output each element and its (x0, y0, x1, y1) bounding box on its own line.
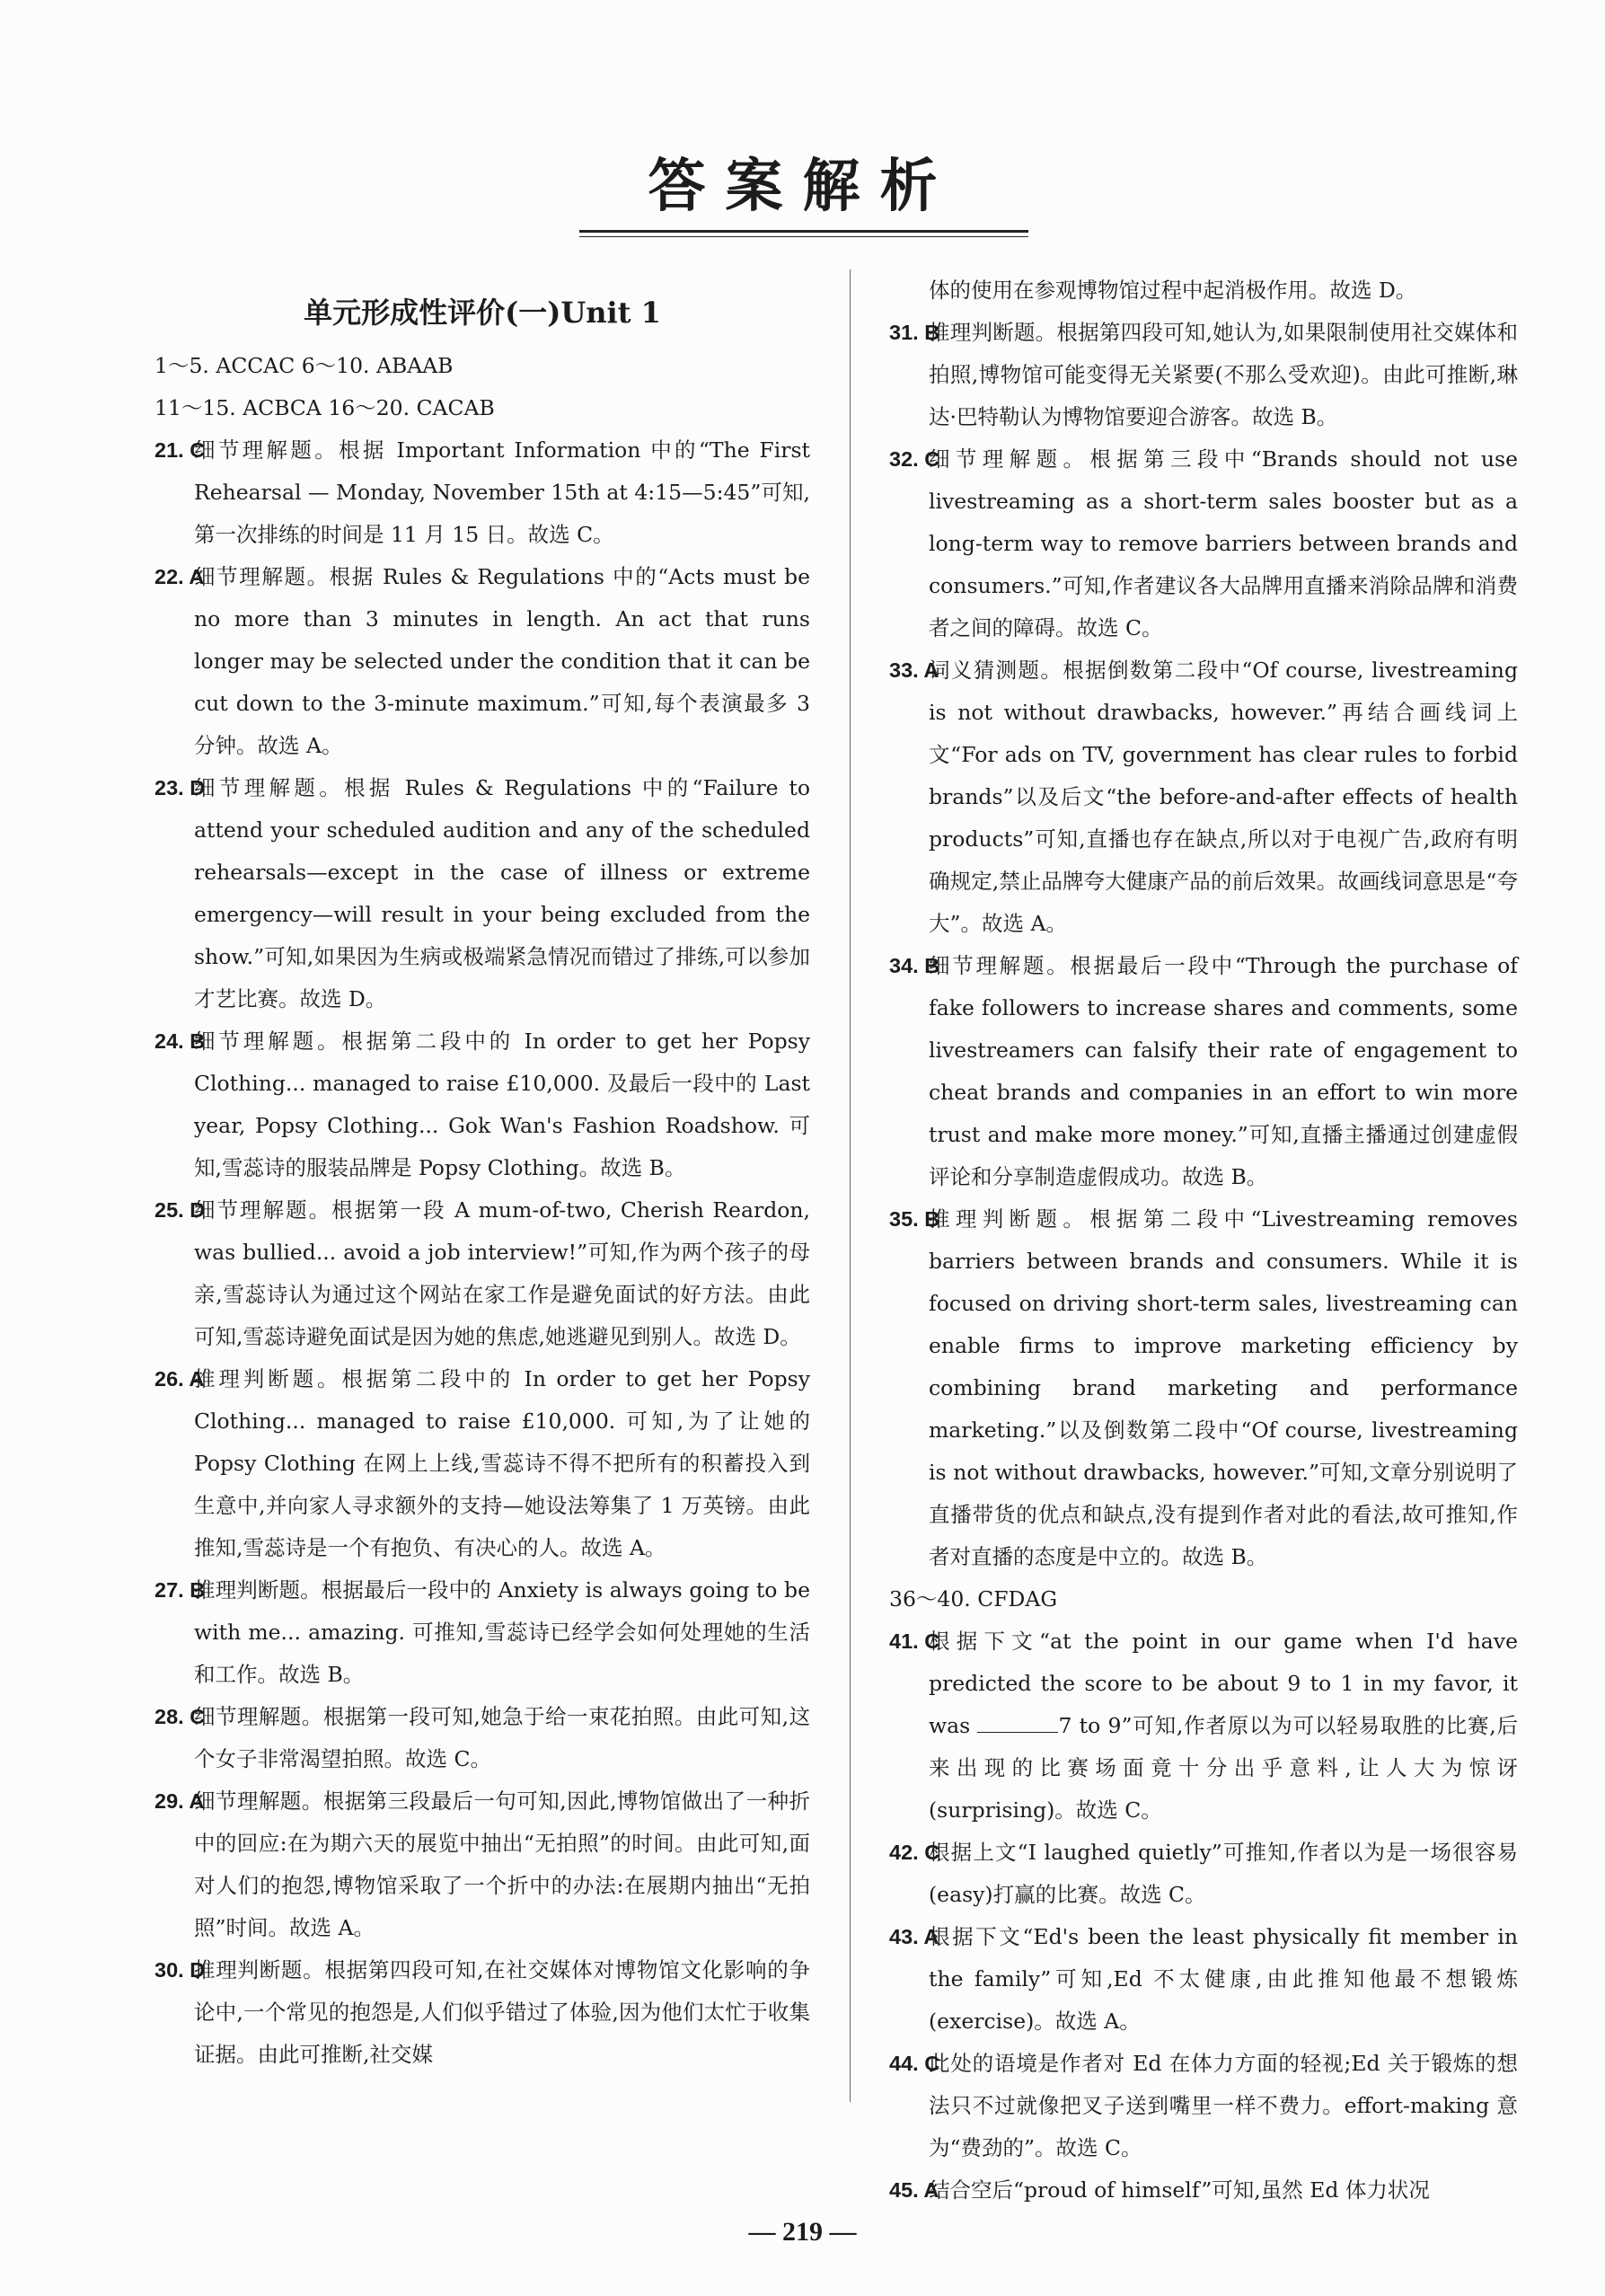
question-number: 28. C (154, 1705, 206, 1728)
answer-item-29 (154, 1780, 810, 1949)
explanation: 细节理解题。根据 Important Information 中的“The First Rehearsal — Monday, November 15th at 4:15—5:45”可知,第一次排练的时间是 11 月 15 日。故选 C。 (194, 437, 810, 547)
question-number: 24. B (154, 1029, 206, 1053)
answer-item-33 (889, 649, 1518, 945)
column-divider (850, 269, 851, 2102)
right-column (889, 269, 1518, 2212)
question-number: 35. B (889, 1207, 940, 1231)
explanation: 细节理解题。根据 Rules & Regulations 中的“Failure to attend your scheduled audition and any of the scheduled rehearsals—except in the case of illness or extreme emergency—will result in your being excluded from the show.”可知,如果因为生病或极端紧急情况而错过了排练,可以参加才艺比赛。故选 D。 (194, 775, 810, 1011)
page-number: — 219 — (748, 2217, 857, 2247)
explanation: 结合空后“proud of himself”可知,虽然 Ed 体力状况 (929, 2177, 1430, 2203)
question-number: 30. D (154, 1958, 206, 1982)
fill-blank (977, 1712, 1058, 1733)
title-underline (579, 230, 1028, 233)
answer-item-27 (154, 1569, 810, 1696)
answer-item-41 (889, 1620, 1518, 1832)
answer-line-36-40: 36～40. CFDAG (889, 1586, 1058, 1612)
question-number: 23. D (154, 776, 206, 799)
explanation: 细节理解题。根据第一段可知,她急于给一束花拍照。由此可知,这个女子非常渴望拍照。故选 C。 (194, 1704, 810, 1771)
explanation: 根据上文“I laughed quietly”可推知,作者以为是一场很容易(easy)打赢的比赛。故选 C。 (929, 1840, 1518, 1907)
answer-item-42 (889, 1832, 1518, 1916)
left-column (154, 269, 810, 2076)
question-number: 41. C (889, 1629, 940, 1653)
question-number: 45. A (889, 2178, 939, 2202)
answer-item-44 (889, 2043, 1518, 2169)
explanation-part-1: 根据下文“at the point in our game when I'd have predicted the score to be about 9 to 1 in my favor, it was (929, 1629, 1518, 1738)
question-number: 25. D (154, 1198, 206, 1222)
question-number: 33. A (889, 658, 939, 682)
answer-item-26 (154, 1358, 810, 1569)
answer-item-35 (889, 1198, 1518, 1578)
explanation: 推理判断题。根据第四段可知,在社交媒体对博物馆文化影响的争论中,一个常见的抱怨是,人们似乎错过了体验,因为他们太忙于收集证据。由此可推断,社交媒 (194, 1957, 810, 2067)
answer-item-30 (154, 1949, 810, 2076)
answer-item-25 (154, 1189, 810, 1358)
explanation: 推理判断题。根据第二段中的 In order to get her Popsy Clothing... managed to raise £10,000. 可知,为了让她的 Popsy Clothing 在网上上线,雪蕊诗不得不把所有的积蓄投入到生意中,并向家人寻求额外的支持—她设法筹集了 1 万英镑。由此推知,雪蕊诗是一个有抱负、有决心的人。故选 A。 (194, 1366, 810, 1560)
answer-item-32 (889, 438, 1518, 649)
title-underline-thin (579, 236, 1028, 237)
explanation: 细节理解题。根据第二段中的 In order to get her Popsy Clothing... managed to raise £10,000. 及最后一段中的 Last year, Popsy Clothing... Gok Wan's Fashion Roadshow. 可知,雪蕊诗的服装品牌是 Popsy Clothing。故选 B。 (194, 1029, 810, 1180)
question-number: 34. B (889, 954, 940, 977)
explanation: 推理判断题。根据第二段中“Livestreaming removes barriers between brands and consumers. While it is focused on driving short-term sales, livestreaming can enable firms to improve marketing efficiency by combining brand marketing and performance marketing.”以及倒数第二段中“Of course, livestreaming is not without drawbacks, however.”可知,文章分别说明了直播带货的优点和缺点,没有提到作者对此的看法,故可推知,作者对直播的态度是中立的。故选 B。 (929, 1206, 1518, 1569)
answer-item-22 (154, 556, 810, 767)
question-number: 21. C (154, 438, 206, 462)
explanation: 此处的语境是作者对 Ed 在体力方面的轻视;Ed 关于锻炼的想法只不过就像把叉子送到嘴里一样不费力。effort-making 意为“费劲的”。故选 C。 (929, 2051, 1518, 2160)
explanation: 细节理解题。根据第一段 A mum-of-two, Cherish Reardon, was bullied... avoid a job interview!”可知,作为两个孩子的母亲,雪蕊诗认为通过这个网站在家工作是避免面试的好方法。由此可知,雪蕊诗避免面试是因为她的焦虑,她逃避见到别人。故选 D。 (194, 1197, 810, 1349)
question-number: 32. C (889, 447, 940, 471)
section-title: 单元形成性评价(一)Unit 1 (304, 296, 661, 330)
question-number: 29. A (154, 1789, 205, 1813)
answer-line-1-20b: 11～15. ACBCA 16～20. CACAB (154, 395, 495, 420)
answer-item-34 (889, 945, 1518, 1198)
answer-item-43 (889, 1916, 1518, 2043)
explanation: 细节理解题。根据第三段最后一句可知,因此,博物馆做出了一种折中的回应:在为期六天的展览中抽出“无拍照”的时间。由此可知,面对人们的抱怨,博物馆采取了一个折中的办法:在展期内抽出“无拍照”时间。故选 A。 (194, 1788, 810, 1940)
answer-item-28 (154, 1696, 810, 1780)
explanation: 词义猜测题。根据倒数第二段中“Of course, livestreaming is not without drawbacks, however.”再结合画线词上文“For ads on TV, government has clear rules to forbid brands”以及后文“the before-and-after effects of health products”可知,直播也存在缺点,所以对于电视广告,政府有明确规定,禁止品牌夸大健康产品的前后效果。故画线词意思是“夸大”。故选 A。 (929, 658, 1518, 936)
explanation: 细节理解题。根据最后一段中“Through the purchase of fake followers to increase shares and comments, some livestreamers can falsify their rate of engagement to cheat brands and companies in an effort to win more trust and make more money.”可知,直播主播通过创建虚假评论和分享制造虚假成功。故选 B。 (929, 953, 1518, 1189)
explanation: 细节理解题。根据第三段中“Brands should not use livestreaming as a short-term sales booster but as a long-term way to remove barriers between brands and consumers.”可知,作者建议各大品牌用直播来消除品牌和消费者之间的障碍。故选 C。 (929, 446, 1518, 640)
explanation: 细节理解题。根据 Rules & Regulations 中的“Acts must be no more than 3 minutes in length. An act that runs longer may be selected under the condition that it can be cut down to the 3-minute maximum.”可知,每个表演最多 3 分钟。故选 A。 (194, 564, 810, 758)
answer-line-1-20a: 1～5. ACCAC 6～10. ABAAB (154, 353, 454, 378)
question-number: 42. C (889, 1841, 940, 1864)
explanation: 推理判断题。根据第四段可知,她认为,如果限制使用社交媒体和拍照,博物馆可能变得无关紧要(不那么受欢迎)。由此可推断,琳达·巴特勒认为博物馆要迎合游客。故选 B。 (929, 320, 1518, 429)
explanation: 根据下文“Ed's been the least physically fit member in the family”可知,Ed 不太健康,由此推知他最不想锻炼(exercise)。故选 A。 (929, 1924, 1518, 2034)
answer-item-23 (154, 767, 810, 1020)
answer-item-31 (889, 312, 1518, 438)
question-number: 44. C (889, 2052, 940, 2075)
question-number: 26. A (154, 1367, 205, 1391)
answer-item-24 (154, 1020, 810, 1189)
explanation-part-2: 7 to 9”可知,作者原以为可以轻易取胜的比赛,后来出现的比赛场面竟十分出乎意料,让人大为惊讶(surprising)。故选 C。 (929, 1713, 1519, 1823)
page-title: 答案解析 (648, 153, 957, 220)
answer-item-30-continued: 体的使用在参观博物馆过程中起消极作用。故选 D。 (929, 278, 1417, 303)
question-number: 31. B (889, 321, 940, 344)
answer-item-45 (889, 2169, 1518, 2212)
answer-item-21 (154, 429, 810, 556)
question-number: 43. A (889, 1925, 939, 1948)
question-number: 22. A (154, 565, 205, 588)
explanation: 推理判断题。根据最后一段中的 Anxiety is always going to be with me... amazing. 可推知,雪蕊诗已经学会如何处理她的生活和工作。故选 B。 (194, 1577, 810, 1687)
question-number: 27. B (154, 1578, 206, 1602)
